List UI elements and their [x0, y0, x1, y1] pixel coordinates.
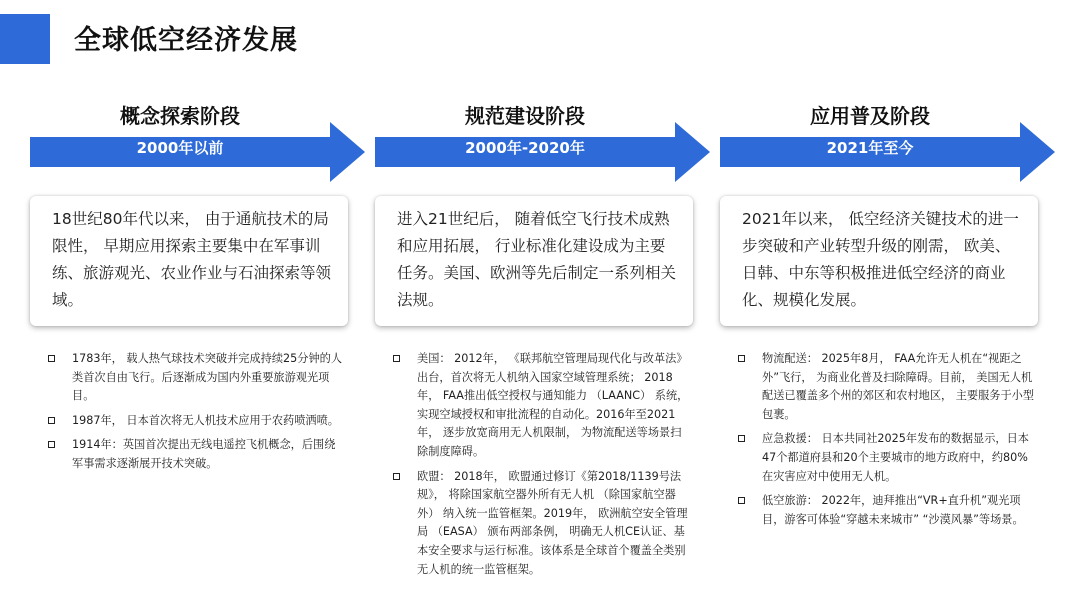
stage-detail-list: [46, 350, 346, 480]
list-item: [736, 350, 1036, 424]
bullet-text: 物流配送： 2025年8月， FAA允许无人机在“视距之外”飞行， 为商业化普及扫除障碍。目前， 美国无人机配送已覆盖多个州的郊区和农村地区， 主要服务于小型包裹。: [762, 352, 1035, 421]
list-item: [736, 430, 1036, 486]
list-item: [391, 468, 691, 580]
bullet-square-icon: [738, 497, 745, 504]
stage-summary-card: 进入21世纪后， 随着低空飞行技术成熟和应用拓展， 行业标准化建设成为主要任务。美国、欧洲等先后制定一系列相关法规。: [375, 196, 693, 326]
bullet-square-icon: [393, 473, 400, 480]
list-item: [46, 412, 346, 431]
bullet-square-icon: [48, 417, 55, 424]
stage-summary-card: 2021年以来， 低空经济关键技术的进一步突破和产业转型升级的刚需， 欧美、日韩、中东等积极推进低空经济的商业化、规模化发展。: [720, 196, 1038, 326]
stage-period: 2000年-2020年: [465, 139, 585, 157]
title-accent-block: [0, 14, 50, 64]
stage-heading: 概念探索阶段: [120, 104, 240, 128]
bullet-square-icon: [48, 441, 55, 448]
list-item: [46, 350, 346, 406]
bullet-text: 低空旅游： 2022年，迪拜推出“VR+直升机”观光项目，游客可体验“穿越未来城市” “沙漠风暴”等场景。: [762, 494, 1024, 526]
bullet-text: 1783年， 载人热气球技术突破并完成持续25分钟的人类首次自由飞行。后逐渐成为国内外重要旅游观光项目。: [72, 352, 343, 403]
bullet-square-icon: [738, 355, 745, 362]
bullet-text: 1914年：英国首次提出无线电遥控飞机概念，后围绕军事需求逐渐展开技术突破。: [72, 438, 336, 470]
bullet-text: 1987年， 日本首次将无人机技术应用于农药喷洒喷。: [72, 413, 339, 427]
bullet-text: 欧盟： 2018年， 欧盟通过修订《第2018/1139号法规》， 将除国家航空器外所有无人机 （除国家航空器外） 纳入统一监管框架。2019年， 欧洲航空安全管理局 （EASA） 颁布两部条例， 明确无人机CE认证、基本安全要求与运行标准。该体系是全球首个覆盖全类别无人机的统一监管框架。: [417, 469, 688, 576]
bullet-square-icon: [48, 355, 55, 362]
stage-period: 2000年以前: [136, 139, 224, 157]
bullet-text: 美国： 2012年， 《联邦航空管理局现代化与改革法》出台，首次将无人机纳入国家空域管理系统； 2018年， FAA推出低空授权与通知能力 （LAANC） 系统，实现空域授权和审批流程的自动化。2016年至2021年， 逐步放宽商用无人机限制， 为物流配送等场景扫除制度障碍。: [417, 352, 689, 458]
bullet-square-icon: [393, 355, 400, 362]
stage-period: 2021年至今: [826, 139, 914, 157]
list-item: [736, 492, 1036, 529]
list-item: [391, 350, 691, 462]
list-item: [46, 436, 346, 473]
bullet-text: 应急救援： 日本共同社2025年发布的数据显示，日本47个都道府县和20个主要城市的地方政府中，约80%在灾害应对中使用无人机。: [762, 432, 1029, 483]
stage-detail-list: [391, 350, 691, 585]
page-title: 全球低空经济发展: [74, 25, 298, 56]
stage-heading: 规范建设阶段: [465, 104, 585, 128]
stage-summary-card: 18世纪80年代以来， 由于通航技术的局限性， 早期应用探索主要集中在军事训练、旅游观光、农业作业与石油探索等领域。: [30, 196, 348, 326]
stage-heading: 应用普及阶段: [810, 104, 930, 128]
bullet-square-icon: [738, 435, 745, 442]
stage-detail-list: [736, 350, 1036, 535]
